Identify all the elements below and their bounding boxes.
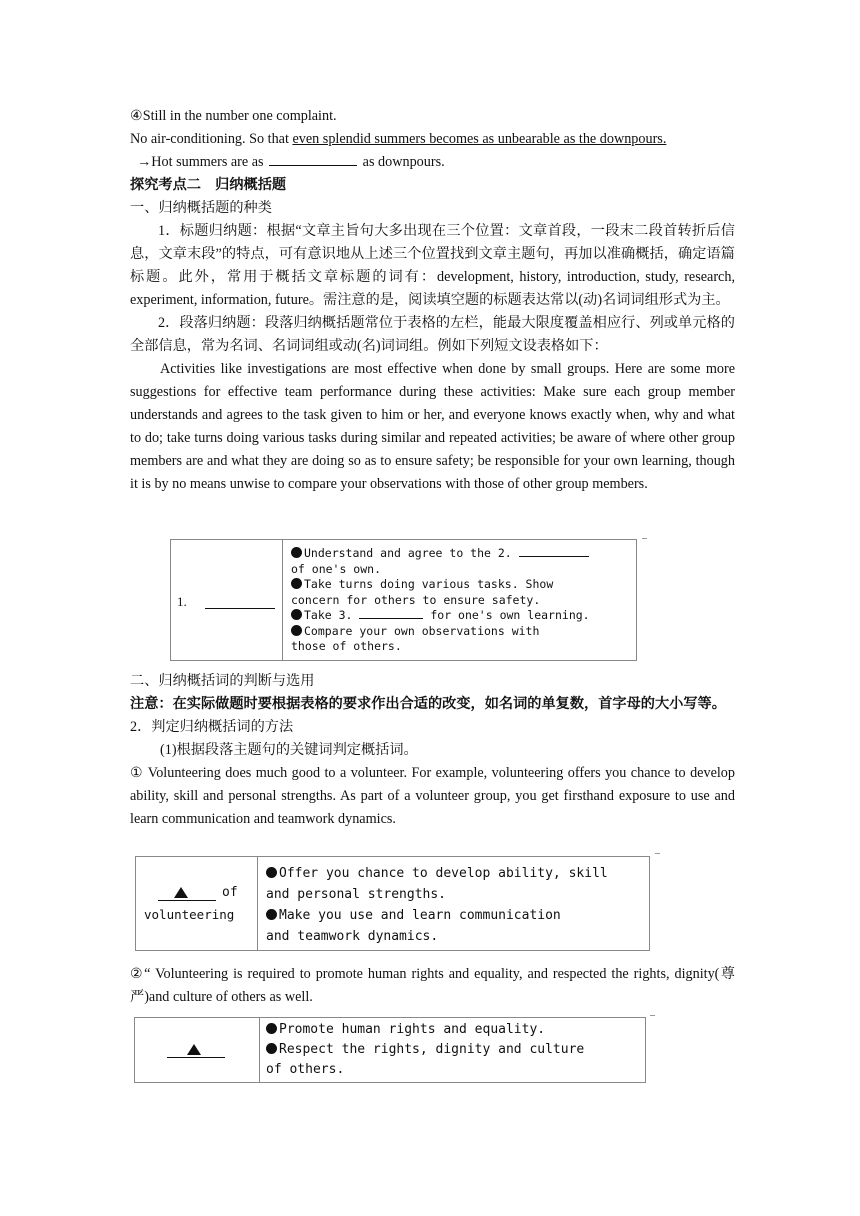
bullet-icon: [291, 625, 302, 636]
passage-volunteering-1: ① Volunteering does much good to a volunteer. For example, volunteering offers you chance to develop ability, skill and personal strengths. As part of a volunteer group, you get firsthand exposure to use and learn communication and teamwork dynamics.: [130, 765, 735, 827]
answer-blank-2[interactable]: [519, 556, 589, 557]
paragraph-title-summary: 1．标题归纳题：根据“文章主旨句大多出现在三个位置：文章首段，一段末二段首转折后信息，文章末段”的特点，可有意识地从上述三个位置找到文章主题句，再加以准确概括，确定语篇标题。此外，常用于概括文章标题的词有：development, history, introduction, study, research, experiment, information, future。需注意的是，阅读填空题的标题表达常以(动)名词词组形式为主。: [130, 223, 735, 308]
table1-left-cell: 1.: [171, 540, 283, 660]
bullet-icon: [291, 609, 302, 620]
answer-blank-3[interactable]: [359, 618, 423, 619]
bullet-icon: [291, 547, 302, 558]
answer-blank-triangle[interactable]: [167, 1042, 225, 1058]
underlined-phrase: even splendid summers becomes as unbearable as the downpours.: [292, 131, 667, 147]
bullet-icon: [291, 578, 302, 589]
subheading-method-1: (1)根据段落主题句的关键词判定概括词。: [160, 742, 418, 758]
passage-volunteering-2: ②“ Volunteering is required to promote human rights and equality, and respected the rights, dignity(尊严)and culture of others as well.: [130, 966, 735, 1005]
answer-blank-1[interactable]: [205, 594, 275, 609]
table2-right-cell: Offer you chance to develop ability, skill and personal strengths. Make you use and learn communication and teamwork dynamics.: [266, 866, 608, 944]
document-body: [130, 105, 735, 496]
table3-left-cell: [135, 1018, 260, 1082]
document-body-2: [130, 670, 735, 831]
example-4-title: ④Still in the number one complaint.: [130, 108, 337, 124]
margin-mark: [650, 1015, 655, 1016]
table3-right-cell: Promote human rights and equality. Respect the rights, dignity and culture of others.: [266, 1022, 585, 1077]
table2-left-cell: of volunteering: [136, 857, 258, 950]
bullet-icon: [266, 909, 277, 920]
table1-right-cell: Understand and agree to the 2. of one's own. Take turns doing various tasks. Show concern for others to ensure safety. Take 3. for one's own learning. Compare your own observations with those of others.: [291, 546, 590, 653]
note-paragraph: 注意：在实际做题时要根据表格的要求作出合适的改变，如名词的单复数，首字母的大小写等。: [130, 696, 726, 712]
section-heading-2: 探究考点二 归纳概括题: [130, 177, 287, 193]
subheading-types: 一、归纳概括题的种类: [130, 200, 272, 216]
rewrite-line: →Hot summers are as as downpours.: [130, 151, 735, 174]
margin-mark: [655, 853, 660, 854]
subheading-judgement: 二、归纳概括词的判断与选用: [130, 673, 315, 689]
answer-blank-triangle[interactable]: [158, 885, 216, 901]
subheading-method: 2．判定归纳概括词的方法: [130, 719, 294, 735]
summary-table-3: [134, 1017, 646, 1083]
bullet-icon: [266, 1043, 277, 1054]
summary-table-2: [135, 856, 650, 951]
example-4-sentence: No air-conditioning. So that even splendid summers becomes as unbearable as the downpours.: [130, 131, 667, 147]
bullet-icon: [266, 867, 277, 878]
document-body-3: [130, 963, 735, 1009]
paragraph-paragraph-summary: 2．段落归纳题：段落归纳概括题常位于表格的左栏，能最大限度覆盖相应行、列或单元格的全部信息，常为名词、名词词组或动(名)词词组。例如下列短文设表格如下：: [130, 315, 735, 354]
answer-blank[interactable]: [269, 151, 357, 166]
passage-activities: Activities like investigations are most effective when done by small groups. Here are some more suggestions for effective team performance during these activities: Make sure each group member understands and agrees to the task given to him or her, and everyone knows exactly when, why and what to do; take turns doing various tasks during similar and repeated activities; be aware of where other group members are and what they are doing so as to ensure safety; be responsible for your own learning, though it is by no means unwise to compare your observations with those of other group members.: [130, 361, 735, 492]
summary-table-1: [170, 539, 637, 661]
bullet-icon: [266, 1023, 277, 1034]
margin-mark: [642, 538, 647, 539]
